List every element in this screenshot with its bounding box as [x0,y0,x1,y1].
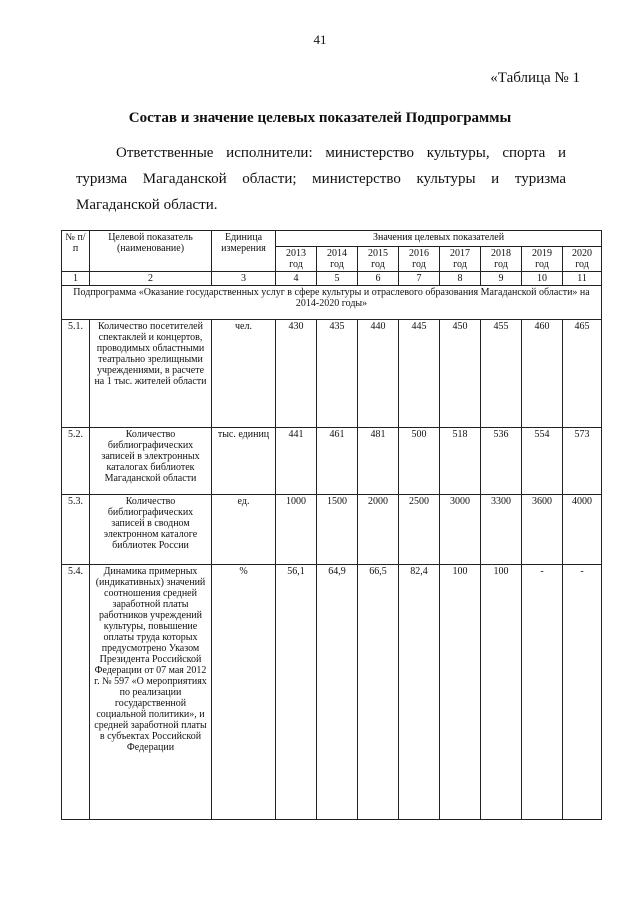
row-value: - [522,565,563,820]
page-number: 41 [313,32,327,47]
row-unit: % [212,565,276,820]
row-value: 460 [522,320,563,428]
row-value: 2000 [358,495,399,565]
year-header: 2014 год [317,247,358,272]
row-value: 573 [563,428,602,495]
year-header: 2015 год [358,247,399,272]
row-value: 461 [317,428,358,495]
column-number: 9 [481,272,522,286]
row-num: 5.1. [62,320,90,428]
row-value: 3000 [440,495,481,565]
target-indicators-table [61,230,602,820]
row-value: 100 [440,565,481,820]
row-value: 3600 [522,495,563,565]
row-value: 441 [276,428,317,495]
subprogram-title: Подпрограмма «Оказание государственных услуг в сфере культуры и отраслевого образования Магаданской области» на 2014-2020 годы» [62,286,602,320]
row-value: 2500 [399,495,440,565]
row-value: - [563,565,602,820]
row-unit: ед. [212,495,276,565]
year-header: 2017 год [440,247,481,272]
row-unit: тыс. единиц [212,428,276,495]
column-number: 2 [90,272,212,286]
row-value: 518 [440,428,481,495]
column-number: 5 [317,272,358,286]
column-number: 3 [212,272,276,286]
header-unit: Единица измерения [212,231,276,272]
row-indicator: Динамика примерных (индикативных) значений соотношения средней заработной платы работников учреждений культуры, повышение оплаты труда которых предусмотрено Указом Президента Российской Федерации от 07 мая 2012 г. № 597 «О мероприятиях по реализации государственной социальной политики», и средней заработной платы в субъектах Российской Федерации [90,565,212,820]
table-row [62,565,602,820]
year-header: 2016 год [399,247,440,272]
table-row [62,428,602,495]
row-value: 1500 [317,495,358,565]
row-num: 5.3. [62,495,90,565]
row-value: 56,1 [276,565,317,820]
row-value: 500 [399,428,440,495]
column-number: 8 [440,272,481,286]
row-value: 536 [481,428,522,495]
row-indicator: Количество библиографических записей в электронных каталогах библиотек Магаданской области [90,428,212,495]
row-value: 430 [276,320,317,428]
row-value: 435 [317,320,358,428]
table-row [62,495,602,565]
responsible-executors-paragraph: Ответственные исполнители: министерство культуры, спорта и туризма Магаданской области; министерство культуры и туризма Магаданской области. [76,145,566,213]
header-num: № п/п [62,231,90,272]
row-value: 1000 [276,495,317,565]
row-value: 3300 [481,495,522,565]
column-number: 10 [522,272,563,286]
column-number: 7 [399,272,440,286]
row-value: 440 [358,320,399,428]
row-value: 66,5 [358,565,399,820]
table-reference: «Таблица № 1 [490,70,580,86]
column-number: 4 [276,272,317,286]
row-indicator: Количество посетителей спектаклей и концертов, проводимых областными театрально зрелищными учреждениями, в расчете на 1 тыс. жителей области [90,320,212,428]
row-value: 481 [358,428,399,495]
column-number: 1 [62,272,90,286]
document-title: Состав и значение целевых показателей Подпрограммы [128,110,512,126]
year-header: 2018 год [481,247,522,272]
row-unit: чел. [212,320,276,428]
row-value: 445 [399,320,440,428]
row-value: 554 [522,428,563,495]
header-values-group: Значения целевых показателей [276,231,602,247]
row-indicator: Количество библиографических записей в сводном электронном каталоге библиотек России [90,495,212,565]
row-value: 455 [481,320,522,428]
year-header: 2020 год [563,247,602,272]
column-number: 11 [563,272,602,286]
row-value: 64,9 [317,565,358,820]
row-value: 100 [481,565,522,820]
row-value: 82,4 [399,565,440,820]
row-value: 450 [440,320,481,428]
row-value: 4000 [563,495,602,565]
year-header: 2019 год [522,247,563,272]
row-num: 5.4. [62,565,90,820]
header-indicator: Целевой показатель (наименование) [90,231,212,272]
row-value: 465 [563,320,602,428]
row-num: 5.2. [62,428,90,495]
table-row [62,320,602,428]
year-header: 2013 год [276,247,317,272]
column-number: 6 [358,272,399,286]
